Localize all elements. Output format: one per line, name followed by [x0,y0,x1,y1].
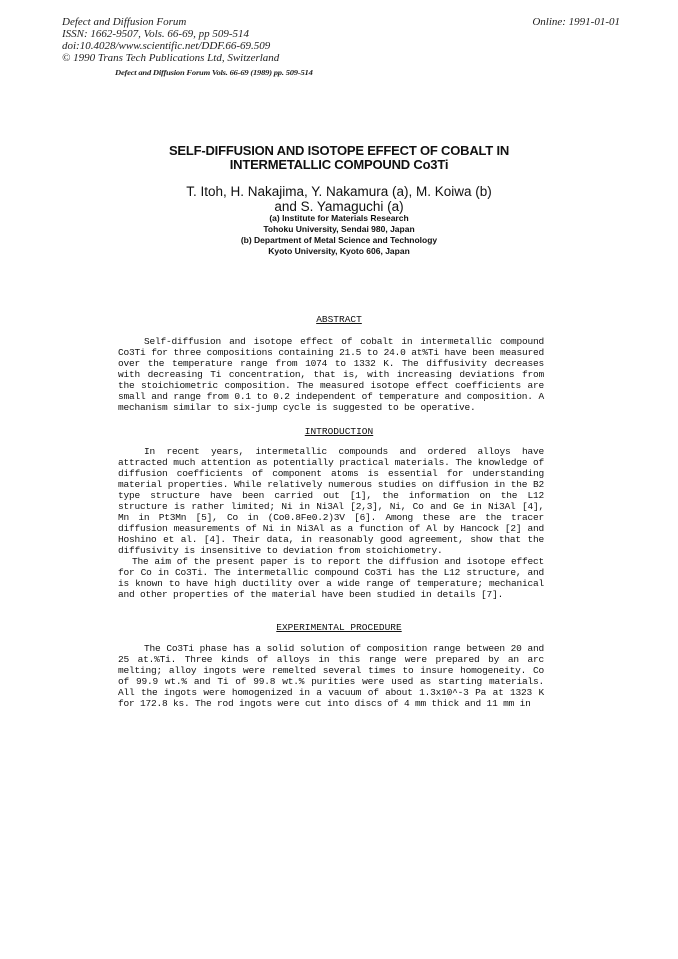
experimental-paragraph-1: The Co3Ti phase has a solid solution of composition range between 20 and 25 at.%Ti. Three kinds of alloys in this range were prepared by an arc melting; alloy ingots were remelted several times to insure homogeneity. Co of 99.9 wt.% and Ti of 99.8 wt.% purities were used as starting materials. All the ingots were homogenized in a vacuum of about 1.3x10^-3 Pa at 1323 K for 172.8 ks. The rod ingots were cut into discs of 4 mm thick and 11 mm in [118,643,544,709]
affiliation-line: (a) Institute for Materials Research [269,213,409,223]
intro-paragraph-2: The aim of the present paper is to report the diffusion and isotope effect for Co in Co3Ti. The intermetallic compound Co3Ti has the L12 structure, and is known to have high ductility over a wide range of temperature; mechanical and other properties of the material have been studied in details [7]. [118,556,544,600]
doi-line[interactable]: doi:10.4028/www.scientific.net/DDF.66-69.509 [62,40,271,52]
introduction-body [118,446,544,600]
paper-title [0,144,678,172]
abstract-body [118,336,544,413]
experimental-body [118,643,544,709]
affiliation-line: (b) Department of Metal Science and Technology [240,235,438,245]
online-date: Online: 1991-01-01 [532,16,620,28]
intro-paragraph-1: In recent years, intermetallic compounds and ordered alloys have attracted much attention as potentially practical materials. The knowledge of diffusion coefficients of component atoms is essential for understanding material properties. While relatively numerous studies on diffusion in the B2 type structure have been carried out [1], the information on the L12 structure is rather limited; Ni in Ni3Al [2,3], Ni, Co and Ge in Ni3Al [4], Mn in Pt3Mn [5], Co in (Co0.8Fe0.2)3V [6]. Among these are the tracer diffusion measurements of Ni in Ni3Al as a function of Al by Hancock [2] and Hoshino et al. [4]. Their data, in reasonably good agreement, show that the diffusivity is insensitive to deviation from stoichiometry. [118,446,544,556]
authors-line-2: and S. Yamaguchi (a) [274,199,404,214]
affiliation-line: Tohoku University, Sendai 980, Japan [263,224,415,234]
scanned-journal-header: Defect and Diffusion Forum Vols. 66-69 (1989) pp. 509-514 [115,68,313,77]
journal-name: Defect and Diffusion Forum [62,16,187,28]
authors-line-1: T. Itoh, H. Nakajima, Y. Nakamura (a), M. Koiwa (b) [186,184,492,199]
introduction-heading: INTRODUCTION [304,426,374,437]
affiliation-line: Kyoto University, Kyoto 606, Japan [268,246,410,256]
title-line-1: SELF-DIFFUSION AND ISOTOPE EFFECT OF COBALT IN [168,143,510,158]
title-line-2: INTERMETALLIC COMPOUND Co3Ti [229,157,449,172]
abstract-paragraph: Self-diffusion and isotope effect of cobalt in intermetallic compound Co3Ti for three compositions containing 21.5 to 24.0 at%Ti have been measured over the temperature range from 1074 to 1332 K. The diffusivity decreases with decreasing Ti concentration, that is, with increasing deviations from the stoichiometric composition. The measured isotope effect coefficients are small and range from 0.1 to 0.2 independent of temperature and composition. A mechanism similar to six-jump cycle is suggested to be operative. [118,336,544,413]
abstract-heading: ABSTRACT [316,314,362,325]
experimental-heading: EXPERIMENTAL PROCEDURE [276,622,402,633]
copyright-line: © 1990 Trans Tech Publications Ltd, Switzerland [62,52,280,64]
publication-meta [62,16,279,64]
author-list [0,184,678,214]
affiliations [0,213,678,257]
issn-line: ISSN: 1662-9507, Vols. 66-69, pp 509-514 [62,28,249,40]
